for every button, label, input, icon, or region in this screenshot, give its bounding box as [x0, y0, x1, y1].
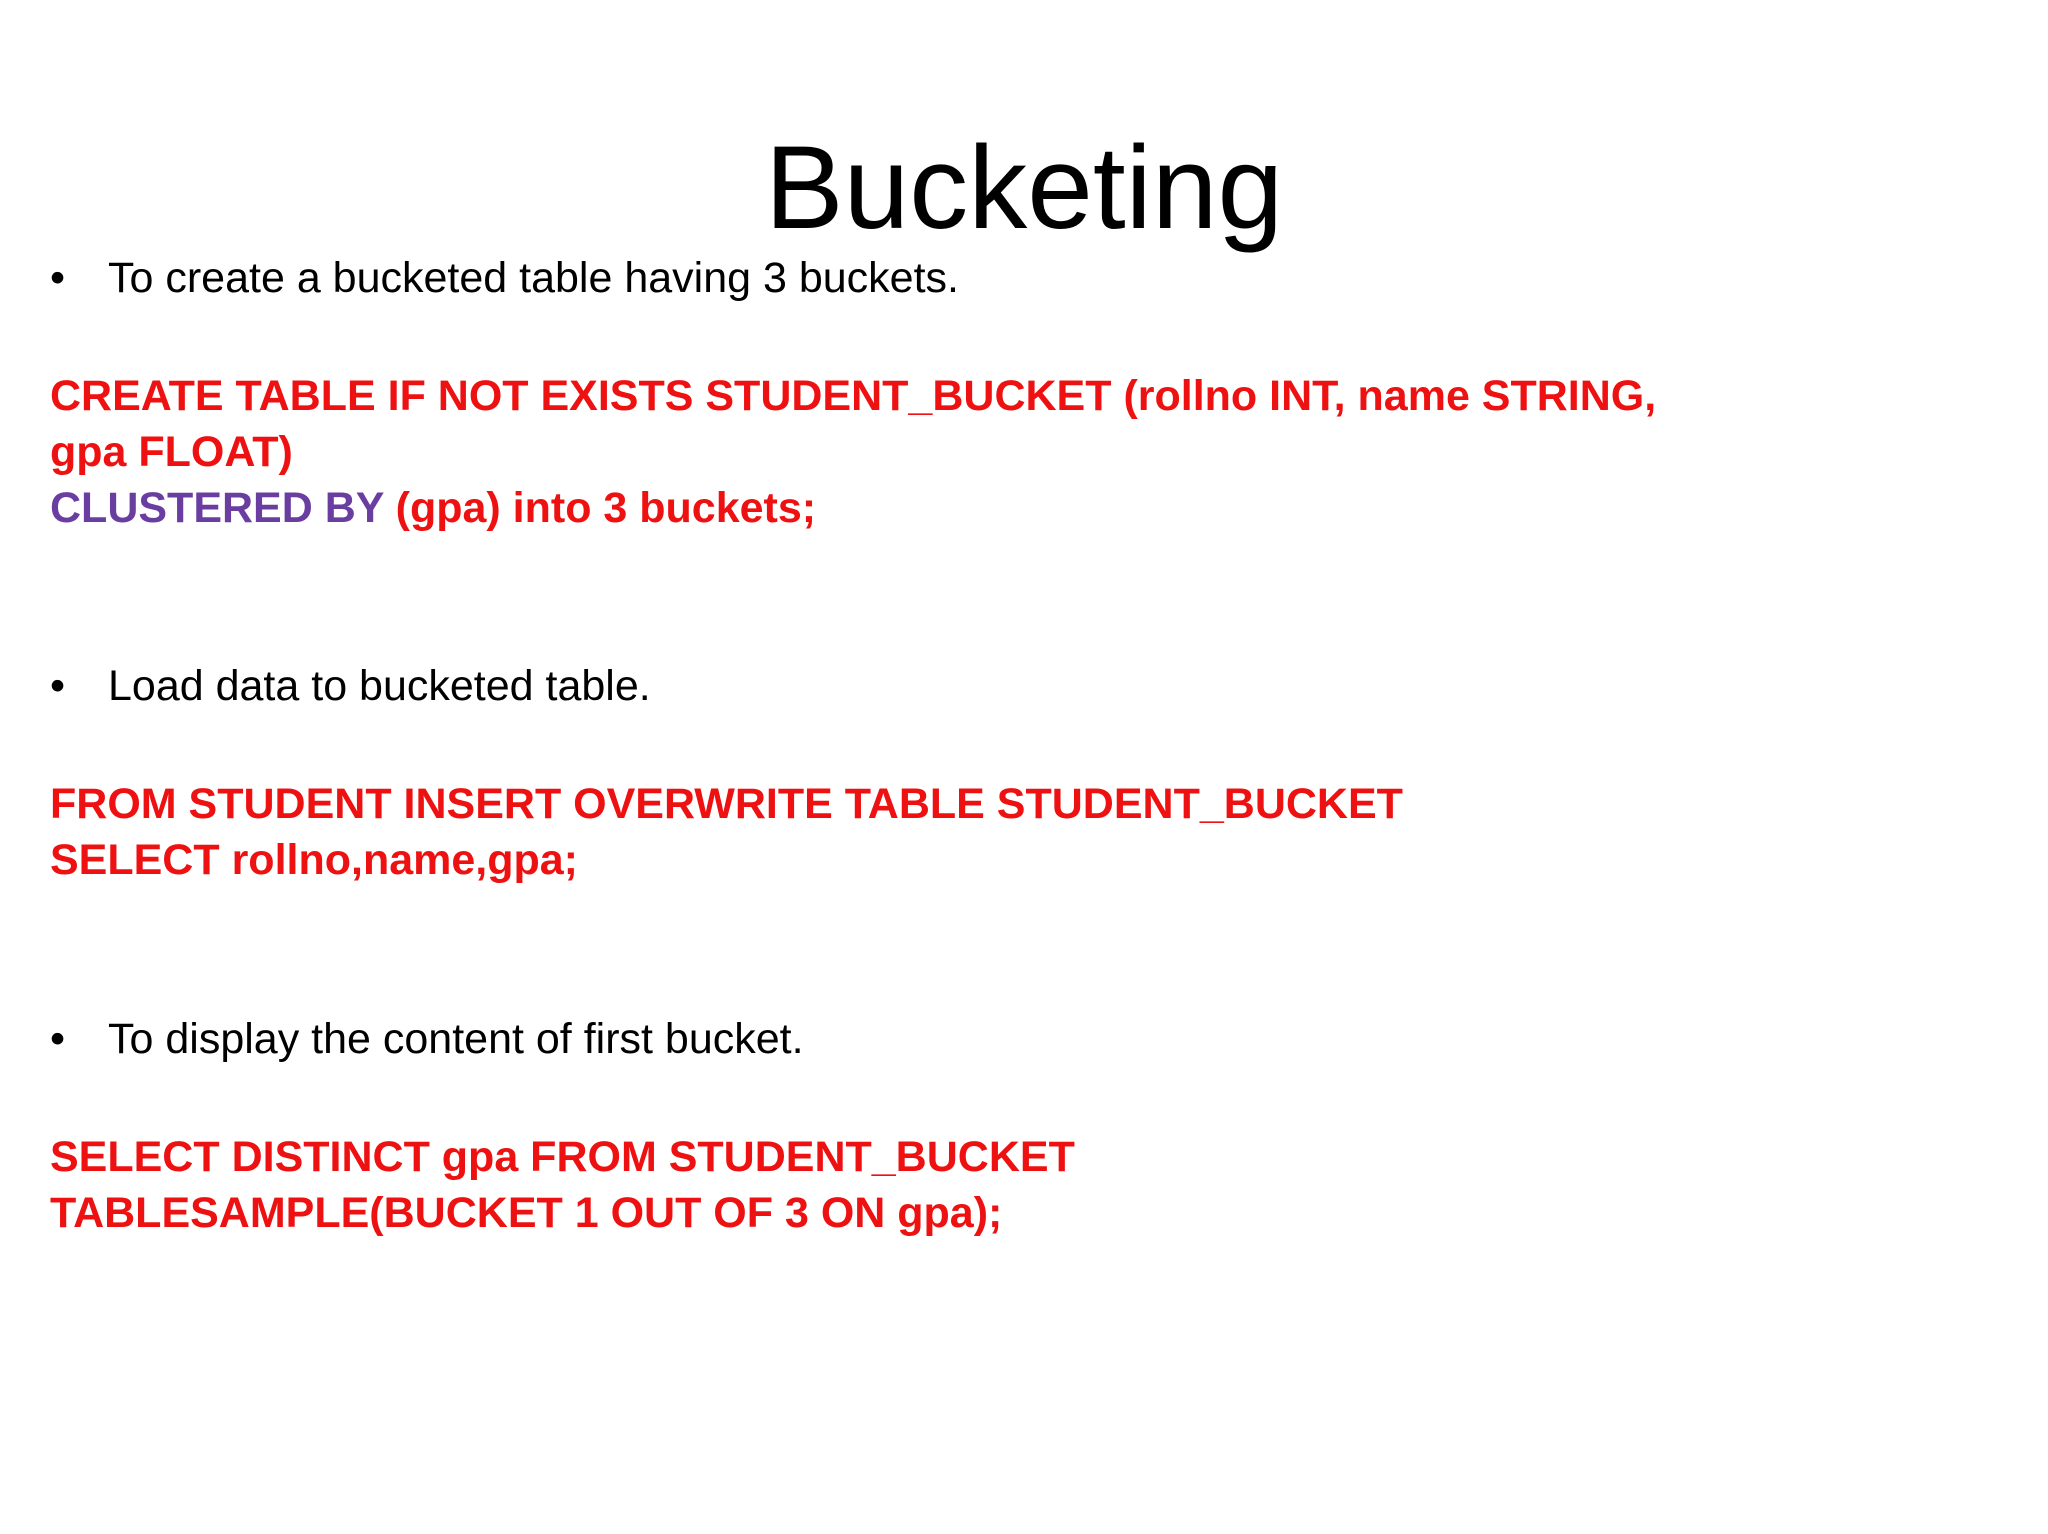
bullet-text: To create a bucketed table having 3 buckets.	[108, 254, 959, 302]
code-line	[50, 832, 1403, 888]
code-line	[50, 424, 1656, 480]
code-text: FROM STUDENT INSERT OVERWRITE TABLE STUDENT_BUCKET	[50, 780, 1403, 828]
code-block-load-data	[50, 776, 1403, 888]
slide-title: Bucketing	[764, 122, 1284, 254]
code-line	[50, 368, 1656, 424]
code-line	[50, 1129, 1075, 1185]
code-line	[50, 480, 1656, 536]
bullet-dot: •	[50, 254, 66, 302]
code-text: gpa FLOAT)	[50, 428, 293, 476]
code-text: TABLESAMPLE(BUCKET 1 OUT OF 3 ON gpa);	[50, 1189, 1003, 1237]
code-keyword-clustered-by: CLUSTERED BY	[50, 484, 396, 532]
bullet-dot: •	[50, 1015, 66, 1063]
code-text: CREATE TABLE IF NOT EXISTS STUDENT_BUCKET (rollno INT, name STRING,	[50, 372, 1657, 420]
bullet-text: To display the content of first bucket.	[108, 1015, 804, 1063]
bullet-load-data	[50, 658, 651, 714]
code-block-create-table	[50, 368, 1656, 536]
bullet-display-bucket	[50, 1011, 804, 1067]
code-text: (gpa) into 3 buckets;	[395, 484, 817, 532]
bullet-text: Load data to bucketed table.	[108, 662, 651, 710]
code-line	[50, 776, 1403, 832]
code-line	[50, 1185, 1075, 1241]
bullet-create-table	[50, 250, 959, 306]
code-block-display-bucket	[50, 1129, 1075, 1241]
bullet-dot: •	[50, 662, 66, 710]
code-text: SELECT DISTINCT gpa FROM STUDENT_BUCKET	[50, 1133, 1075, 1181]
code-text: SELECT rollno,name,gpa;	[50, 836, 578, 884]
